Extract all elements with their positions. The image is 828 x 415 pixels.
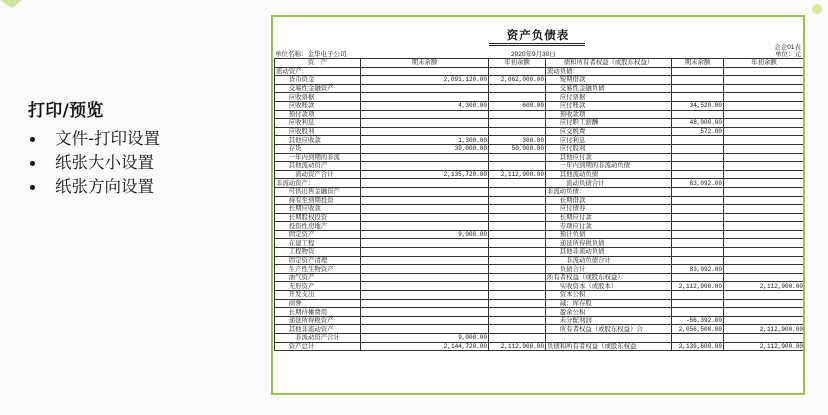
amount-cell — [672, 162, 724, 171]
amount-cell — [361, 205, 489, 214]
amount-cell: 34,520.00 — [672, 101, 724, 110]
item-cell: 交易性金融资产 — [275, 84, 361, 93]
table-row — [275, 265, 805, 274]
table-row — [275, 316, 805, 325]
item-cell: 一年内到期的非流 — [275, 153, 361, 162]
amount-cell — [672, 248, 724, 257]
amount-cell: 2,056,508.00 — [672, 325, 724, 334]
item-cell: 其他非流动负债 — [546, 248, 672, 257]
amount-cell — [724, 196, 805, 205]
item-cell: 投资性房地产 — [275, 222, 361, 231]
corner-decoration — [0, 0, 60, 10]
item-cell: 应收股利 — [275, 127, 361, 136]
amount-cell — [361, 196, 489, 205]
amount-cell — [724, 230, 805, 239]
header-opening-balance: 年初余额 — [724, 59, 805, 68]
table-row — [275, 213, 805, 222]
amount-cell — [489, 196, 546, 205]
item-cell: 递延所得税资产 — [275, 316, 361, 325]
item-cell: 资本公积 — [546, 291, 672, 300]
item-cell: 固定资产 — [275, 230, 361, 239]
table-row — [275, 127, 805, 136]
amount-cell — [724, 119, 805, 128]
amount-cell — [724, 334, 805, 343]
amount-cell — [672, 205, 724, 214]
amount-cell — [724, 144, 805, 153]
amount-cell — [489, 230, 546, 239]
amount-cell: 2,062,000.00 — [489, 76, 546, 85]
item-cell: 所有者权益（或股东权益）合 — [546, 325, 672, 334]
item-cell: 其他应收款 — [275, 136, 361, 145]
amount-cell — [489, 299, 546, 308]
item-cell: 其他流动资产 — [275, 162, 361, 171]
amount-cell — [724, 76, 805, 85]
amount-cell — [724, 84, 805, 93]
amount-cell — [489, 308, 546, 317]
bullet-item — [28, 151, 258, 175]
item-cell: 所有者权益（或股东权益）： — [546, 273, 672, 282]
slide-heading: 打印/预览 — [28, 101, 104, 121]
amount-cell — [672, 299, 724, 308]
amount-cell: 572.00 — [672, 127, 724, 136]
amount-cell — [489, 316, 546, 325]
amount-cell — [361, 153, 489, 162]
item-cell: 预付款项 — [275, 110, 361, 119]
table-row — [275, 179, 805, 188]
amount-cell — [361, 239, 489, 248]
amount-cell — [489, 153, 546, 162]
amount-cell — [489, 119, 546, 128]
balance-sheet-preview — [271, 15, 805, 395]
amount-cell — [672, 291, 724, 300]
amount-cell: -56,392.00 — [672, 316, 724, 325]
item-cell — [546, 334, 672, 343]
bullet-list — [28, 127, 258, 199]
amount-cell — [724, 256, 805, 265]
table-row — [275, 162, 805, 171]
item-cell: 应收账款 — [275, 101, 361, 110]
item-cell: 专项应付款 — [546, 222, 672, 231]
amount-cell — [361, 213, 489, 222]
amount-cell — [489, 110, 546, 119]
amount-cell — [361, 179, 489, 188]
amount-cell: 83,092.00 — [672, 265, 724, 274]
table-row — [275, 248, 805, 257]
item-cell: 长期股权投资 — [275, 213, 361, 222]
amount-cell — [489, 265, 546, 274]
item-cell: 递延所得税负债 — [546, 239, 672, 248]
table-row — [275, 334, 805, 343]
table-row — [275, 299, 805, 308]
amount-cell — [724, 127, 805, 136]
report-date: 2020年9月30日 — [511, 51, 556, 58]
table-row — [275, 136, 805, 145]
amount-cell — [489, 325, 546, 334]
company-name: 单位名称：金华电子公司 — [275, 51, 347, 58]
slide-text-panel — [28, 96, 258, 199]
amount-cell — [489, 127, 546, 136]
table-row — [275, 222, 805, 231]
amount-cell: 2,135,720.00 — [361, 170, 489, 179]
amount-cell — [489, 248, 546, 257]
amount-cell — [489, 239, 546, 248]
amount-cell — [361, 291, 489, 300]
amount-cell — [489, 84, 546, 93]
title-underline — [489, 45, 585, 46]
header-liabilities-equity: 债和所有者权益（或股东权益） — [546, 59, 672, 68]
amount-cell — [361, 299, 489, 308]
table-row — [275, 101, 805, 110]
amount-cell — [672, 110, 724, 119]
bullet-item — [28, 127, 258, 151]
amount-cell — [361, 127, 489, 136]
amount-cell: 2,112,900.00 — [724, 342, 805, 351]
amount-cell — [361, 67, 489, 76]
table-row — [275, 273, 805, 282]
amount-cell: 2,112,900.00 — [724, 325, 805, 334]
amount-cell — [724, 110, 805, 119]
item-cell: 交易性金融负债 — [546, 84, 672, 93]
amount-cell: 83,092.00 — [672, 179, 724, 188]
table-row — [275, 308, 805, 317]
header-ending-balance: 期末余额 — [672, 59, 724, 68]
amount-cell — [724, 248, 805, 257]
amount-cell — [672, 239, 724, 248]
amount-cell: 50,000.00 — [489, 144, 546, 153]
amount-cell: 2,112,900.00 — [672, 282, 724, 291]
amount-cell — [724, 222, 805, 231]
item-cell: 非流动负债： — [546, 187, 672, 196]
table-row — [275, 325, 805, 334]
table-row — [275, 291, 805, 300]
item-cell: 未分配利润 — [546, 316, 672, 325]
item-cell: 预计负债 — [546, 230, 672, 239]
bullet-text: 纸张大小设置 — [55, 153, 154, 172]
amount-cell — [724, 273, 805, 282]
bullet-text: 文件-打印设置 — [55, 129, 160, 148]
amount-cell — [724, 170, 805, 179]
bullet-item — [28, 175, 258, 199]
item-cell: 应收利息 — [275, 119, 361, 128]
form-number: 会企01表 — [774, 44, 801, 51]
table-row — [275, 170, 805, 179]
item-cell: 油气资产 — [275, 273, 361, 282]
amount-cell — [724, 162, 805, 171]
amount-cell — [361, 316, 489, 325]
item-cell: 商誉 — [275, 299, 361, 308]
amount-cell — [724, 205, 805, 214]
item-cell: 其他流动负债 — [546, 170, 672, 179]
amount-cell: 39,000.00 — [361, 144, 489, 153]
item-cell: 长期借款 — [546, 196, 672, 205]
item-cell: 其他应付款 — [546, 153, 672, 162]
item-cell: 持有至到期投资 — [275, 196, 361, 205]
item-cell: 长期应收款 — [275, 205, 361, 214]
amount-cell: 2,112,900.00 — [489, 342, 546, 351]
amount-cell: 2,112,900.00 — [724, 282, 805, 291]
item-cell: 应付职工薪酬 — [546, 119, 672, 128]
table-header-row — [275, 59, 805, 68]
item-cell: 无形资产 — [275, 282, 361, 291]
amount-cell — [489, 256, 546, 265]
table-row — [275, 239, 805, 248]
table-row — [275, 119, 805, 128]
item-cell: 长期待摊费用 — [275, 308, 361, 317]
amount-cell: 4,300.00 — [361, 101, 489, 110]
amount-cell — [724, 265, 805, 274]
amount-cell — [361, 248, 489, 257]
item-cell: 可供出售金融资产 — [275, 187, 361, 196]
amount-cell — [724, 67, 805, 76]
item-cell: 非流动资产合计 — [275, 334, 361, 343]
amount-cell — [724, 93, 805, 102]
item-cell: 长期应付款 — [546, 213, 672, 222]
table-row — [275, 153, 805, 162]
amount-cell — [361, 110, 489, 119]
amount-cell — [724, 299, 805, 308]
amount-cell — [672, 187, 724, 196]
item-cell: 一年内到期的非流动负债 — [546, 162, 672, 171]
item-cell: 非流动负债合计 — [546, 256, 672, 265]
amount-cell — [672, 308, 724, 317]
item-cell: 工程物资 — [275, 248, 361, 257]
item-cell: 资产总计 — [275, 342, 361, 351]
amount-cell — [489, 205, 546, 214]
balance-sheet-table — [274, 58, 805, 351]
amount-cell — [672, 76, 724, 85]
amount-cell — [672, 334, 724, 343]
amount-cell: 48,000.00 — [672, 119, 724, 128]
amount-cell — [489, 162, 546, 171]
table-row — [275, 110, 805, 119]
amount-cell — [724, 316, 805, 325]
bullet-dot-icon — [30, 137, 35, 142]
item-cell: 短期借款 — [546, 76, 672, 85]
item-cell: 应付债券 — [546, 205, 672, 214]
amount-cell — [672, 222, 724, 231]
amount-cell: 9,000.00 — [361, 230, 489, 239]
header-assets: 资 产 — [275, 59, 361, 68]
amount-cell — [724, 213, 805, 222]
amount-cell — [672, 153, 724, 162]
amount-cell — [724, 153, 805, 162]
amount-cell — [672, 136, 724, 145]
amount-cell — [489, 179, 546, 188]
amount-cell — [672, 230, 724, 239]
item-cell: 在建工程 — [275, 239, 361, 248]
amount-cell — [672, 256, 724, 265]
bullet-text: 纸张方向设置 — [55, 177, 154, 196]
amount-cell — [672, 93, 724, 102]
amount-cell — [724, 291, 805, 300]
corner-dot-decoration — [812, 4, 822, 14]
amount-cell: 2,112,900.00 — [489, 170, 546, 179]
amount-cell — [489, 291, 546, 300]
amount-cell — [361, 93, 489, 102]
table-row — [275, 230, 805, 239]
amount-cell — [672, 170, 724, 179]
amount-cell — [489, 273, 546, 282]
amount-cell — [724, 136, 805, 145]
amount-cell: 2,144,720.00 — [361, 342, 489, 351]
amount-cell — [361, 265, 489, 274]
table-row — [275, 144, 805, 153]
amount-cell — [672, 144, 724, 153]
item-cell: 非流动资产： — [275, 179, 361, 188]
item-cell: 存货 — [275, 144, 361, 153]
amount-cell: 2,091,120.00 — [361, 76, 489, 85]
item-cell: 实收资本（或股本） — [546, 282, 672, 291]
table-row — [275, 342, 805, 351]
amount-cell — [489, 187, 546, 196]
item-cell: 负债合计 — [546, 265, 672, 274]
amount-cell — [361, 162, 489, 171]
amount-cell: 300.00 — [489, 136, 546, 145]
item-cell: 负债和所有者权益（或股东权益 — [546, 342, 672, 351]
amount-cell — [672, 213, 724, 222]
title-underline — [489, 43, 585, 44]
amount-cell — [489, 334, 546, 343]
amount-cell — [361, 256, 489, 265]
bullet-dot-icon — [30, 185, 35, 190]
item-cell: 应付股利 — [546, 144, 672, 153]
header-opening-balance: 年初余额 — [489, 59, 546, 68]
amount-cell — [672, 84, 724, 93]
amount-cell — [361, 273, 489, 282]
table-row — [275, 84, 805, 93]
table-row — [275, 196, 805, 205]
header-ending-balance: 期末余额 — [361, 59, 489, 68]
amount-cell — [672, 196, 724, 205]
amount-cell — [724, 179, 805, 188]
amount-cell: 9,000.00 — [361, 334, 489, 343]
amount-cell — [489, 282, 546, 291]
item-cell: 流动资产： — [275, 67, 361, 76]
amount-cell: 1,300.00 — [361, 136, 489, 145]
bullet-dot-icon — [30, 161, 35, 166]
currency-unit: 单位：元 — [775, 51, 801, 58]
amount-cell — [361, 187, 489, 196]
amount-cell — [672, 67, 724, 76]
amount-cell — [489, 93, 546, 102]
item-cell: 应收票据 — [275, 93, 361, 102]
table-row — [275, 205, 805, 214]
amount-cell: 2,139,600.00 — [672, 342, 724, 351]
item-cell: 流动负债合计 — [546, 179, 672, 188]
table-row — [275, 282, 805, 291]
item-cell: 应交税费 — [546, 127, 672, 136]
amount-cell — [361, 325, 489, 334]
item-cell: 减：库存股 — [546, 299, 672, 308]
amount-cell — [361, 119, 489, 128]
item-cell: 流动资产合计 — [275, 170, 361, 179]
item-cell: 应付账款 — [546, 101, 672, 110]
amount-cell — [724, 101, 805, 110]
amount-cell — [361, 84, 489, 93]
amount-cell — [361, 308, 489, 317]
item-cell: 开发支出 — [275, 291, 361, 300]
amount-cell — [489, 213, 546, 222]
table-body — [275, 67, 805, 351]
item-cell: 预收款项 — [546, 110, 672, 119]
amount-cell — [361, 282, 489, 291]
amount-cell — [672, 273, 724, 282]
table-row — [275, 93, 805, 102]
amount-cell — [724, 187, 805, 196]
amount-cell — [361, 222, 489, 231]
amount-cell — [489, 222, 546, 231]
item-cell: 生产性生物资产 — [275, 265, 361, 274]
item-cell: 应付票据 — [546, 93, 672, 102]
amount-cell — [724, 308, 805, 317]
amount-cell — [724, 239, 805, 248]
item-cell: 固定资产清理 — [275, 256, 361, 265]
item-cell: 应付利息 — [546, 136, 672, 145]
table-row — [275, 187, 805, 196]
amount-cell — [489, 67, 546, 76]
table-row — [275, 76, 805, 85]
item-cell: 盈余公积 — [546, 308, 672, 317]
item-cell: 货币资金 — [275, 76, 361, 85]
table-row — [275, 67, 805, 76]
table-row — [275, 256, 805, 265]
sheet-title: 资产负债表 — [506, 28, 570, 42]
item-cell: 其他非流动资产 — [275, 325, 361, 334]
item-cell: 流动负债： — [546, 67, 672, 76]
amount-cell: 600.00 — [489, 101, 546, 110]
